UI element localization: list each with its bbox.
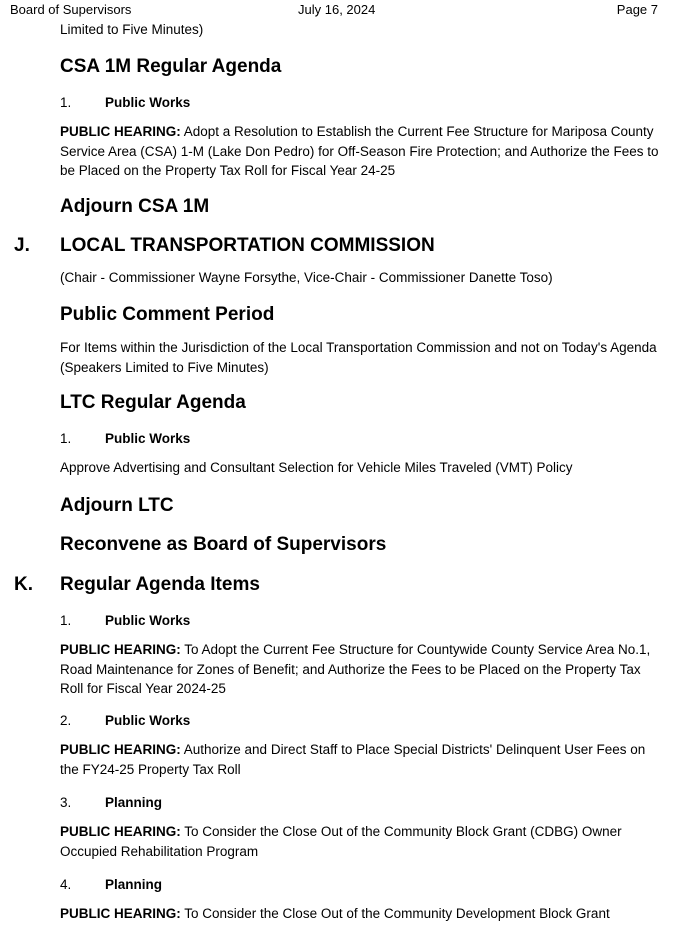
- header-page-number: Page 7: [616, 2, 658, 17]
- k-item-4-number: 4.: [60, 877, 72, 892]
- ltc-agenda-heading: LTC Regular Agenda: [60, 392, 246, 413]
- public-hearing-label: PUBLIC HEARING:: [60, 824, 181, 839]
- k-item-3-dept: Planning: [105, 795, 162, 810]
- section-k-letter: K.: [14, 574, 33, 595]
- csa-heading: CSA 1M Regular Agenda: [60, 56, 282, 77]
- k-item-3-number: 3.: [60, 795, 72, 810]
- continuation-text: Limited to Five Minutes): [60, 22, 204, 37]
- public-hearing-label: PUBLIC HEARING:: [60, 906, 181, 921]
- public-hearing-label: PUBLIC HEARING:: [60, 124, 181, 139]
- k-item-2-number: 2.: [60, 713, 72, 728]
- section-k-title: Regular Agenda Items: [60, 574, 260, 595]
- header-board-name: Board of Supervisors: [10, 2, 132, 17]
- section-j-title: LOCAL TRANSPORTATION COMMISSION: [60, 235, 435, 256]
- k-item-2-dept: Public Works: [105, 713, 191, 728]
- public-hearing-label: PUBLIC HEARING:: [60, 742, 181, 757]
- k-item-1-number: 1.: [60, 613, 72, 628]
- ltc-item-dept: Public Works: [105, 431, 191, 446]
- public-comment-heading: Public Comment Period: [60, 304, 275, 325]
- k-item-1-description: [60, 640, 665, 699]
- public-comment-text: For Items within the Jurisdiction of the Local Transportation Commission and not on Today's Agenda (Speakers Limited to Five Minutes): [60, 340, 657, 375]
- reconvene-heading: Reconvene as Board of Supervisors: [60, 534, 387, 555]
- csa-item-description: [60, 122, 665, 181]
- k-item-2-text: Authorize and Direct Staff to Place Special Districts' Delinquent User Fees on the FY24-25 Property Tax Roll: [60, 742, 646, 777]
- ltc-item-number: 1.: [60, 431, 72, 446]
- k-item-3-text: To Consider the Close Out of the Community Block Grant (CDBG) Owner Occupied Rehabilitation Program: [60, 824, 622, 859]
- k-item-4-dept: Planning: [105, 877, 162, 892]
- csa-item-dept: Public Works: [105, 95, 191, 110]
- k-item-1-text: To Adopt the Current Fee Structure for Countywide County Service Area No.1, Road Maintenance for Zones of Benefit; and Authorize the Fees to be Placed on the Property Tax Roll for Fiscal Year 2024-25: [60, 642, 651, 696]
- section-j-letter: J.: [14, 235, 30, 256]
- csa-item-text: Adopt a Resolution to Establish the Current Fee Structure for Mariposa County Service Area (CSA) 1-M (Lake Don Pedro) for Off-Season Fire Protection; and Authorize the Fees to be Placed on the Property Tax Roll for Fiscal Year 24-25: [60, 124, 659, 178]
- k-item-2-description: [60, 740, 665, 779]
- ltc-item-text: Approve Advertising and Consultant Selection for Vehicle Miles Traveled (VMT) Policy: [60, 460, 573, 475]
- k-item-4-description: [60, 904, 665, 924]
- header-date: July 16, 2024: [298, 2, 376, 17]
- k-item-1-dept: Public Works: [105, 613, 191, 628]
- ltc-chairs: (Chair - Commissioner Wayne Forsythe, Vice-Chair - Commissioner Danette Toso): [60, 270, 553, 285]
- k-item-3-description: [60, 822, 665, 861]
- k-item-4-text: To Consider the Close Out of the Community Development Block Grant: [180, 906, 610, 921]
- csa-adjourn-heading: Adjourn CSA 1M: [60, 196, 210, 217]
- public-hearing-label: PUBLIC HEARING:: [60, 642, 181, 657]
- ltc-adjourn-heading: Adjourn LTC: [60, 495, 174, 516]
- csa-item-number: 1.: [60, 95, 72, 110]
